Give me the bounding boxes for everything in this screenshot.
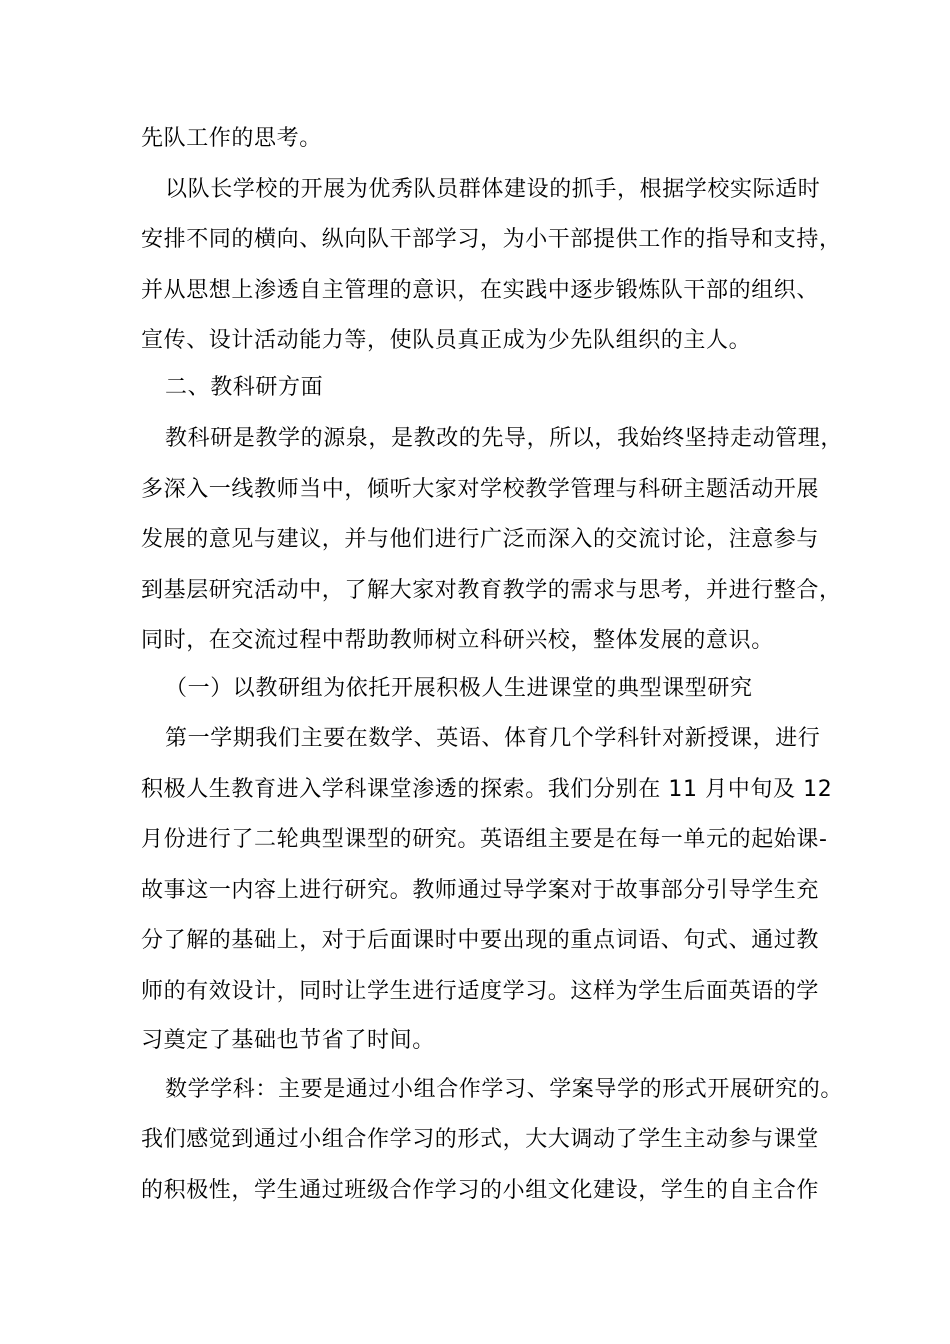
- section-heading: 二、教科研方面: [165, 375, 324, 400]
- text-line: 并从思想上渗透自主管理的意识，在实践中逐步锻炼队干部的组织、: [141, 278, 820, 303]
- text-line: 积极人生教育进入学科课堂渗透的探索。我们分别在 11 月中旬及 12: [141, 777, 833, 802]
- text-line: 第一学期我们主要在数学、英语、体育几个学科针对新授课，进行: [165, 726, 821, 751]
- text-line: 发展的意见与建议，并与他们进行广泛而深入的交流讨论，注意参与: [141, 527, 820, 552]
- subsection-heading: （一）以教研组为依托开展积极人生进课堂的典型课型研究: [165, 676, 753, 701]
- text-line: 以队长学校的开展为优秀队员群体建设的抓手，根据学校实际适时: [165, 177, 821, 202]
- text-line: 多深入一线教师当中，倾听大家对学校教学管理与科研主题活动开展: [141, 477, 820, 502]
- text-line: 师的有效设计，同时让学生进行适度学习。这样为学生后面英语的学: [141, 979, 820, 1004]
- text-line: 到基层研究活动中，了解大家对教育教学的需求与思考，并进行整合，: [141, 578, 842, 603]
- text-line: 宣传、设计活动能力等，使队员真正成为少先队组织的主人。: [141, 328, 752, 353]
- text-line: 同时，在交流过程中帮助教师树立科研兴校，整体发展的意识。: [141, 628, 774, 653]
- text-line: 月份进行了二轮典型课型的研究。英语组主要是在每一单元的起始课-: [141, 827, 828, 852]
- text-line: 数学学科：主要是通过小组合作学习、学案导学的形式开展研究的。: [165, 1077, 844, 1102]
- text-line: 安排不同的横向、纵向队干部学习，为小干部提供工作的指导和支持，: [141, 227, 842, 252]
- text-line: 我们感觉到通过小组合作学习的形式，大大调动了学生主动参与课堂: [141, 1127, 820, 1152]
- text-line: 分了解的基础上，对于后面课时中要出现的重点词语、句式、通过教: [141, 928, 820, 953]
- text-line: 习奠定了基础也节省了时间。: [141, 1028, 435, 1053]
- text-line: 的积极性，学生通过班级合作学习的小组文化建设，学生的自主合作: [141, 1178, 820, 1203]
- text-line: 故事这一内容上进行研究。教师通过导学案对于故事部分引导学生充: [141, 878, 820, 903]
- text-line: 教科研是教学的源泉，是教改的先导，所以，我始终坚持走动管理，: [165, 426, 844, 451]
- text-line: 先队工作的思考。: [141, 126, 322, 151]
